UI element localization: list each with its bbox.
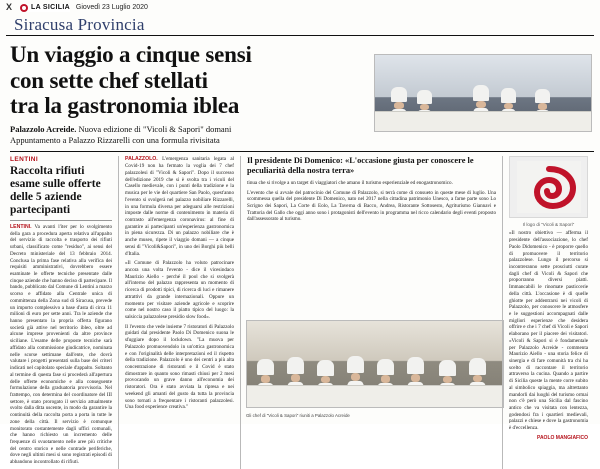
subheadline-line-2: Appuntamento a Palazzo Rizzarelli con una formula rivisitata <box>10 134 220 145</box>
brand-mark-icon <box>20 4 28 12</box>
section-header <box>6 14 594 36</box>
photo-table <box>375 111 591 131</box>
center-body <box>125 156 234 411</box>
left-dateline: LENTINI. <box>10 223 32 230</box>
column-far-right <box>502 156 594 469</box>
center-body-text-1: L'emergenza sanitaria legata al Covid-19 non ha fermato la voglia dei 7 chef palazzolesi di "Vicoli & Sapori". Dopo il successo dell'edizione 2019 che si è svolta tra i vicoli del Casello medievale, con i punti della tradizione e la musica per le vie del quartiere San Paolo, quest'anno l'evento si svolgerà nel palazzo nobiliare Rizzarelli, in una formula diversa per adeguarsi alle restrizioni imposte dalle norme di contenimento in materia di contrasto all'emergenza coronavirus: al fine di garantire ai partecipanti un'esperienza gastronomica in piena sicurezza. Di un palazzo nobiliare che è anche museo, ripete il viaggio domani — a cinque sensi di "Vicoli&Sapori", in uno dei Borghi più belli d'Italia. <box>125 156 235 257</box>
left-body-text: Va avanti l'iter per lo svolgimento della gara a procedura aperta relativa all'appalto del servizio di raccolta e trasporto dei rifiuti urbani, classificato come "residuo", ai sensi del Decreto ministeriale del 13 febbraio 2014. Conclusa la prima fase relativa alla verifica dei requisiti amministrativi, dovrebbero essere esaminate le offerte tecniche presentate dalle cinque aziende che hanno deciso di partecipare. Il bando, pubblicato dal Comune di Lentini a marzo scorso e affidato alla Centrale unica di committenza della Zona sud di Siracusa, prevede un importo complessivo a base d'asta di circa 11 milioni di euro per sette anni. Tra le aziende che hanno presentato la propria offerta figurano società già attive nel territorio ibleo, oltre ad alcune imprese provenienti da altre province siciliane. L'esame delle proposte tecniche sarà affidato alla commissione giudicatrice, nominata nelle scorse settimane dall'ente, che dovrà valutare i progetti presentati sulla base dei criteri indicati nel capitolato speciale d'appalto. Soltanto al termine di questa fase si procederà all'apertura delle offerte economiche e alla conseguente formulazione della graduatoria provvisoria. Nel frattempo, con determina del coordinatore del III settore, è stato prorogato il servizio attualmente svolto dalla ditta uscente, in modo da garantire la continuità della raccolta porta a porta in tutte le zone della città. Il servizio è comunque monitorato costantemente dagli uffici comunali, che hanno richiesto un incremento delle frequenze di svuotamento nelle aree più critiche del centro storico e nelle contrade periferiche, dove negli ultimi mesi si sono registrati episodi di abbandono incontrollato di rifiuti. <box>10 223 112 466</box>
divider <box>10 220 112 221</box>
far-right-body <box>509 230 588 432</box>
subheadline-rest: Nuova edizione di "Vicoli & Sapori" domani <box>76 124 232 135</box>
issue-date: Giovedì 23 Luglio 2020 <box>75 4 148 11</box>
author-signature: PAOLO MANGIAFICO <box>536 434 588 441</box>
headline-line-1: Un viaggio a cinque sensi <box>10 41 252 67</box>
left-kicker: LENTINI <box>10 156 39 164</box>
left-body <box>10 224 112 466</box>
right-body <box>247 180 496 223</box>
left-box-title: Raccolta rifiuti esame sulle offerte delle 5 aziende partecipanti <box>10 165 101 216</box>
far-right-body-text: «Il nostro obiettivo — afferma il presidente dell'associazione, lo chef Paolo Didomenico - è proporre quello di promuovere il territorio palazzolese. Lungo il percorso si incontreranno sette prosciutti curate dagli chef di Vicoli & Sapori che proporranno diversi piatti. Immancabili le rinomate pasticcerie della città. L'occasione è di quelle ghiotte per addentrarsi nei vicoli di Palazzolo, per conoscere le atmosfere e le suggestioni accompagnati dalle migliori esperienze che desidera offrire e che i 7 chef di Vicoli e Sapori elaborano per il piacere dei visitatori. «Vicoli & Sapori si è fondamentale per Palazzolo Acreide - commenta Maurizio Aiello - una storia felice di sinergia e di fare comunità tra chi ha scelto di raccontare il territorio attraverso la cucina. Quando a partire di Sicilia queste la mente corre subito al simbolico spiaggia, ma altrettanto mandorli dai luoghi del turismo ormai non c'è però una Sicilia dal fascino antico che va visitata con lentezza, godendosi fra i quartieri medievali, palazzi e chiese e dove la gastronomia è d'eccellenza. <box>509 230 588 432</box>
brand-name: LA SICILIA <box>31 4 70 11</box>
center-body-text-3: Il l'evento che vede insieme 7 ristoratori di Palazzolo guidati dal presidente Paolo Di Domenico suona le sfuggiare dopo il lockdown. "La muova per Palazzolo promuovendolo in un'ottica gastronomica e con l'originalità delle interpretazioni ed il rispetto della tradizione. Palazzolo è uno dei centri a più alta concentrazione di ristoranti e il Covid è stato dimostrare in quanto sono rimasti chiusi per 2 mesi provocando un grave danno all'economia dei ristoratori. Ora è stato avviata la ripresa e nei weekend gli amanti del gusto da tutta la provincia sono tornati a frequentare i ristoranti palazzolesi. Una food experience creativa." <box>125 323 234 411</box>
masthead <box>0 0 600 14</box>
column-center <box>118 156 240 469</box>
right-body-text-1: tinua che si rivolge a un target di viaggiatori che amano il turismo esperienziale ed enogastronomico. <box>247 179 453 186</box>
center-body-text-2: «Il Comune di Palazzolo ha voluto patrocinare ancora una volta l'evento - dice il vicesindaco Maurizio Aiello - perché il pool che si svolgerà all'interno del palazzo rappresenta un momento di ricerca di prodotti tipici, di ricerca di luci e rimanere attrattivi da grande internazionali. Oppure un momento per visitare aziende agricole e scoprire come nel nostro caso il piatto tipico del luogo: la salsiccia palazzolese presidio slow food». <box>125 260 234 321</box>
spiral-icon <box>517 161 581 213</box>
pull-quote: Il presidente Di Domenico: «L'occasione giusta per conoscere le peculiarità della nostra terra» <box>247 156 474 176</box>
column-left <box>10 156 118 469</box>
column-right <box>240 156 502 469</box>
photo-top <box>374 54 592 132</box>
right-body-text-2: L'evento che si avvale del patrocinio del Comune di Palazzolo, si terrà come di consueto in queste mese di luglio. Una scommessa quella del presidente Di Domenico, nato nel 2017 nella cittadina patrimonio Unesco, a farne parte sono Lo Scrigno dei Sapori, La Corte di Eolo, La Taverna di Bacco, Andrea, Ristorante Sottosesto, Agriturismo Giannavì e Trattoria del Gallo che oggi anno sono i protagonisti dell'evento in programma nel ricco calendario degli eventi proposto dall'assessorato al turismo. <box>247 189 496 223</box>
close-icon[interactable]: X <box>6 2 13 12</box>
logo-caption: Il logo di "Vicoli & Sapori" <box>522 222 575 228</box>
subheadline-lead: Palazzolo Acreide. <box>10 124 77 135</box>
brand-logo[interactable] <box>20 4 70 12</box>
headline-line-2: con sette chef stellati <box>10 67 208 93</box>
section-title: Siracusa Provincia <box>14 15 145 34</box>
article-grid <box>0 152 600 466</box>
headline-line-3: tra la gastronomia iblea <box>10 93 240 119</box>
left-box <box>10 156 112 221</box>
center-dateline: PALAZZOLO. <box>125 156 158 163</box>
photo-bottom-caption: Gli chef di "Vicoli & Sapori" riuniti a Palazzolo Acreide <box>246 413 350 418</box>
event-logo-image <box>509 156 588 218</box>
